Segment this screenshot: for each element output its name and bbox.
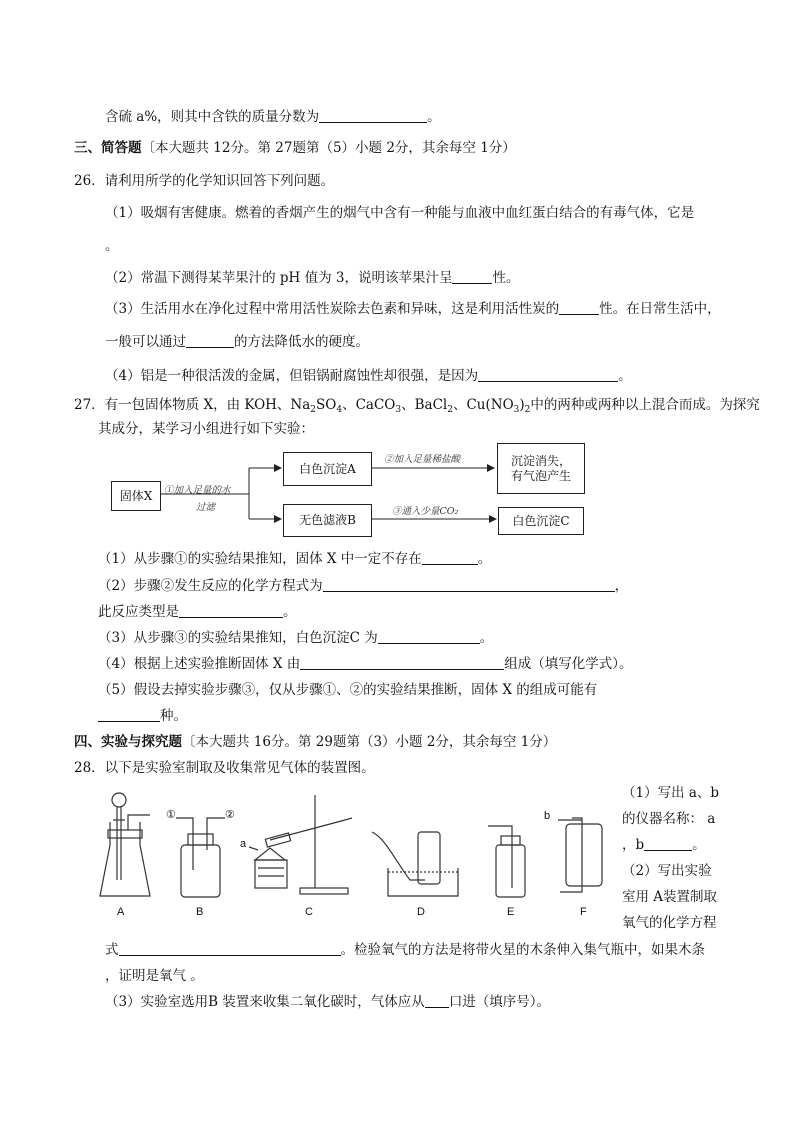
- label-b: B: [196, 906, 204, 918]
- q28-side1: （1）写出 a、b: [622, 785, 720, 801]
- flow-white-ppt-a: 白色沉淀A: [283, 452, 372, 486]
- label-f: F: [580, 906, 587, 918]
- q28-side3: ，b 。: [622, 837, 706, 853]
- flow-result-a: 沉淀消失， 有气泡产生: [497, 443, 585, 494]
- flow-step3-label: ③通入少量CO₂: [392, 506, 459, 517]
- q26-p1: （1）吸烟有害健康。燃着的香烟产生的烟气中含有一种能与血液中血红蛋白结合的有毒气体，它是: [105, 205, 695, 221]
- apparatus-d-icon: [372, 832, 458, 896]
- q28-side5: 室用 A装置制取: [622, 889, 718, 905]
- section3-desc: 〔本大题共 12分。第 27题第（5）小题 2分，其余每空 1分）: [141, 140, 516, 156]
- apparatus-c-icon: [249, 795, 352, 894]
- q27-p5b: 种。: [98, 707, 187, 725]
- q28-p2b: 式 。检验氧气的方法是将带火星的木条伸入集气瓶中，如果木条: [105, 942, 705, 958]
- q26-p1-end: 。: [105, 238, 119, 254]
- flow-step1-filter: 过滤: [196, 502, 216, 513]
- pointer-b: b: [544, 810, 551, 822]
- q28-side6: 氧气的化学方程: [622, 915, 717, 931]
- q25-end: 。: [427, 109, 441, 125]
- flow-step1-label: ①加入足量的水: [164, 485, 231, 496]
- q27-stem2: 其成分，某学习小组进行如下实验：: [98, 421, 314, 437]
- q27-stem: 27．有一包固体物质 X，由 KOH、$Na_2SO_4$、CaCO$_3$、BaCl$_2$、$Cu(NO_3)_2$中的两种或两种以上混合而成。为探究: [74, 397, 760, 415]
- q28-p3-blank[interactable]: [425, 993, 449, 1008]
- apparatus-b-icon: [176, 818, 225, 897]
- apparatus-a-icon: [100, 793, 150, 896]
- q27-p3: （3）从步骤③的实验结果推知，白色沉淀C 为 。: [98, 630, 494, 646]
- q28-eq-blank[interactable]: [119, 941, 341, 956]
- q27-p2b: 此反应类型是 。: [98, 604, 297, 620]
- q27-p1: （1）从步骤①的实验结果推知，固体 X 中一定不存在 。: [98, 551, 492, 567]
- q28-p3: （3）实验室选用B 装置来收集二氧化碳时，气体应从 口进（填序号）。: [105, 994, 551, 1010]
- q26-p2: （2）常温下测得某苹果汁的 pH 值为 3，说明该苹果汁呈 性。: [105, 270, 520, 286]
- q27-p5: （5）假设去掉实验步骤③，仅从步骤①、②的实验结果推断，固体 X 的组成可能有: [98, 682, 598, 698]
- q25-text: 含硫 a%，则其中含铁的质量分数为: [105, 109, 320, 125]
- label-a: A: [117, 906, 125, 918]
- q28-side4: （2）写出实验: [622, 863, 712, 879]
- q28-side2: 的仪器名称： a: [622, 811, 716, 827]
- apparatus-f-icon: [558, 818, 602, 892]
- label-c: C: [305, 906, 313, 918]
- pointer-a: a: [240, 838, 247, 850]
- q28-b-blank[interactable]: [644, 836, 692, 851]
- port-1: ①: [166, 809, 176, 821]
- flow-filtrate-b: 无色滤液B: [283, 504, 372, 537]
- section3-title: 三、简答题: [74, 140, 142, 156]
- q28-stem: 28．以下是实验室制取及收集常见气体的装置图。: [74, 760, 375, 776]
- q26-p3b: 一般可以通过 的方法降低水的硬度。: [105, 334, 369, 350]
- q26-p3: （3）生活用水在净化过程中常用活性炭除去色素和异味，这是利用活性炭的 性。在日常生活中，: [105, 301, 721, 317]
- q26-p4: （4）铝是一种很活泼的金属，但铝锅耐腐蚀性却很强，是因为 。: [105, 368, 632, 384]
- apparatus-e-icon: [488, 826, 525, 897]
- q28-p2c: ，证明是氧气 。: [105, 968, 204, 984]
- section4-title: 四、实验与探究题: [74, 734, 182, 750]
- q27-p4: （4）根据上述实验推断固体 X 由 组成（填写化学式）。: [98, 656, 633, 672]
- section4-desc: 〔本大题共 16分。第 29题第（3）小题 2分，其余每空 1分）: [182, 734, 557, 750]
- flow-white-ppt-c: 白色沉淀C: [498, 507, 584, 535]
- label-d: D: [417, 906, 425, 918]
- q26-stem: 26．请利用所学的化学知识回答下列问题。: [74, 173, 335, 189]
- port-2: ②: [225, 809, 235, 821]
- flow-solid-x: 固体X: [111, 481, 161, 511]
- label-e: E: [507, 906, 515, 918]
- flow-step2-label: ②加入足量稀盐酸: [384, 454, 461, 465]
- q27-p2: （2）步骤②发生反应的化学方程式为 ，: [98, 578, 629, 594]
